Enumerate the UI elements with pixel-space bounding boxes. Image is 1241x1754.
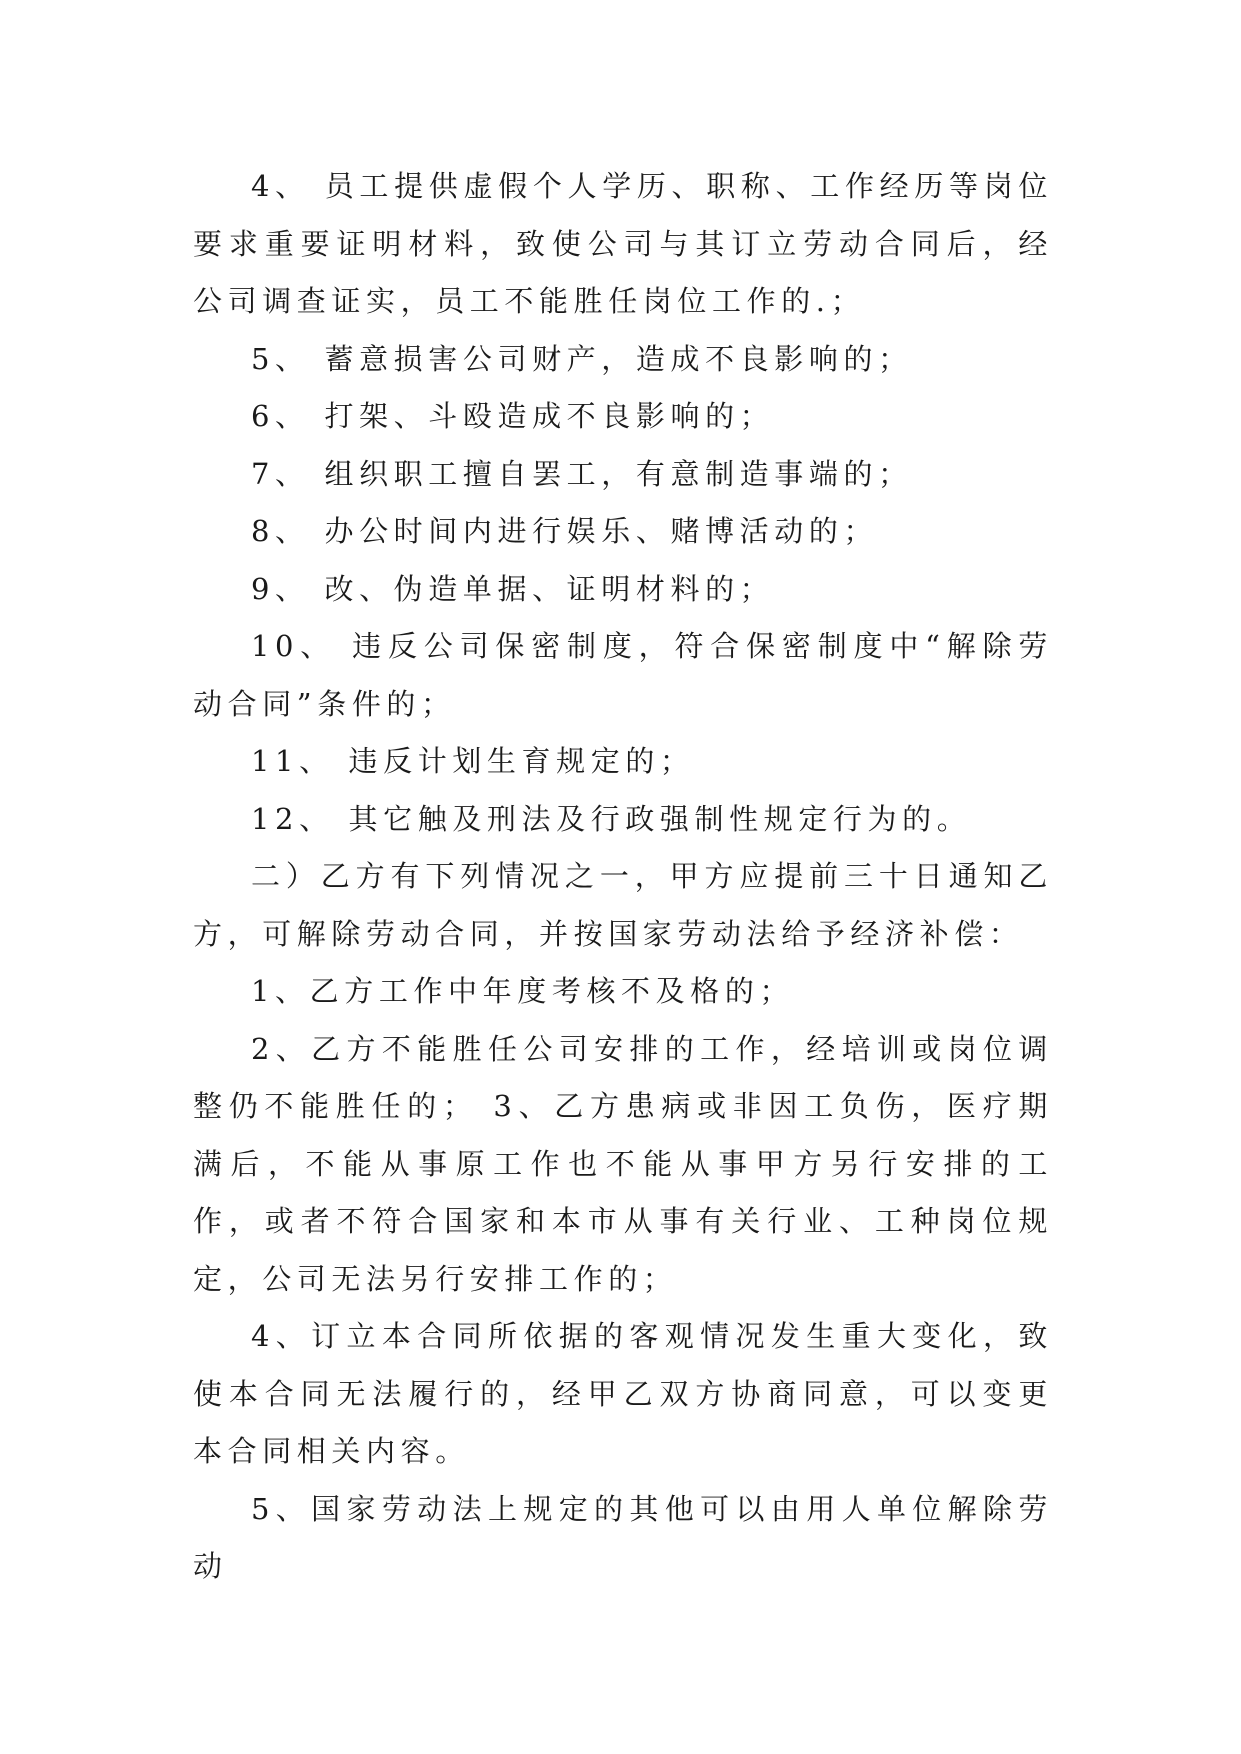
section-2-item-5: 5、国家劳动法上规定的其他可以由用人单位解除劳动 [193,1491,1053,1583]
document-page [193,158,1053,1596]
section-2-item-2-3: 2、乙方不能胜任公司安排的工作，经培训或岗位调整仍不能胜任的； 3、乙方患病或非因工负伤，医疗期满后，不能从事原工作也不能从事甲方另行安排的工作，或者不符合国家和本市从事有关行业、工种岗位规定，公司无法另行安排工作的； [193,1031,1053,1296]
clause-4: 4、 员工提供虚假个人学历、职称、工作经历等岗位要求重要证明材料，致使公司与其订立劳动合同后，经公司调查证实，员工不能胜任岗位工作的.； [193,169,1053,318]
clause-11: 11、 违反计划生育规定的； [251,744,695,778]
clause-9: 9、 改、伪造单据、证明材料的； [251,571,775,606]
section-2-item-1: 1、乙方工作中年度考核不及格的； [251,974,795,1008]
clause-8: 8、 办公时间内进行娱乐、赌博活动的； [251,514,879,548]
clause-6: 6、 打架、斗殴造成不良影响的； [251,399,775,433]
section-2-item-4: 4、订立本合同所依据的客观情况发生重大变化，致使本合同无法履行的，经甲乙双方协商同意，可以变更本合同相关内容。 [193,1319,1053,1468]
clause-5: 5、 蓄意损害公司财产，造成不良影响的； [251,341,913,376]
clause-12: 12、 其它触及刑法及行政强制性规定行为的。 [251,801,972,836]
clause-7: 7、 组织职工擅自罢工，有意制造事端的； [251,456,913,491]
section-2-heading: 二）乙方有下列情况之一，甲方应提前三十日通知乙方，可解除劳动合同，并按国家劳动法给予经济补偿： [193,859,1053,951]
clause-10: 10、 违反公司保密制度，符合保密制度中“解除劳动合同”条件的； [193,629,1053,721]
